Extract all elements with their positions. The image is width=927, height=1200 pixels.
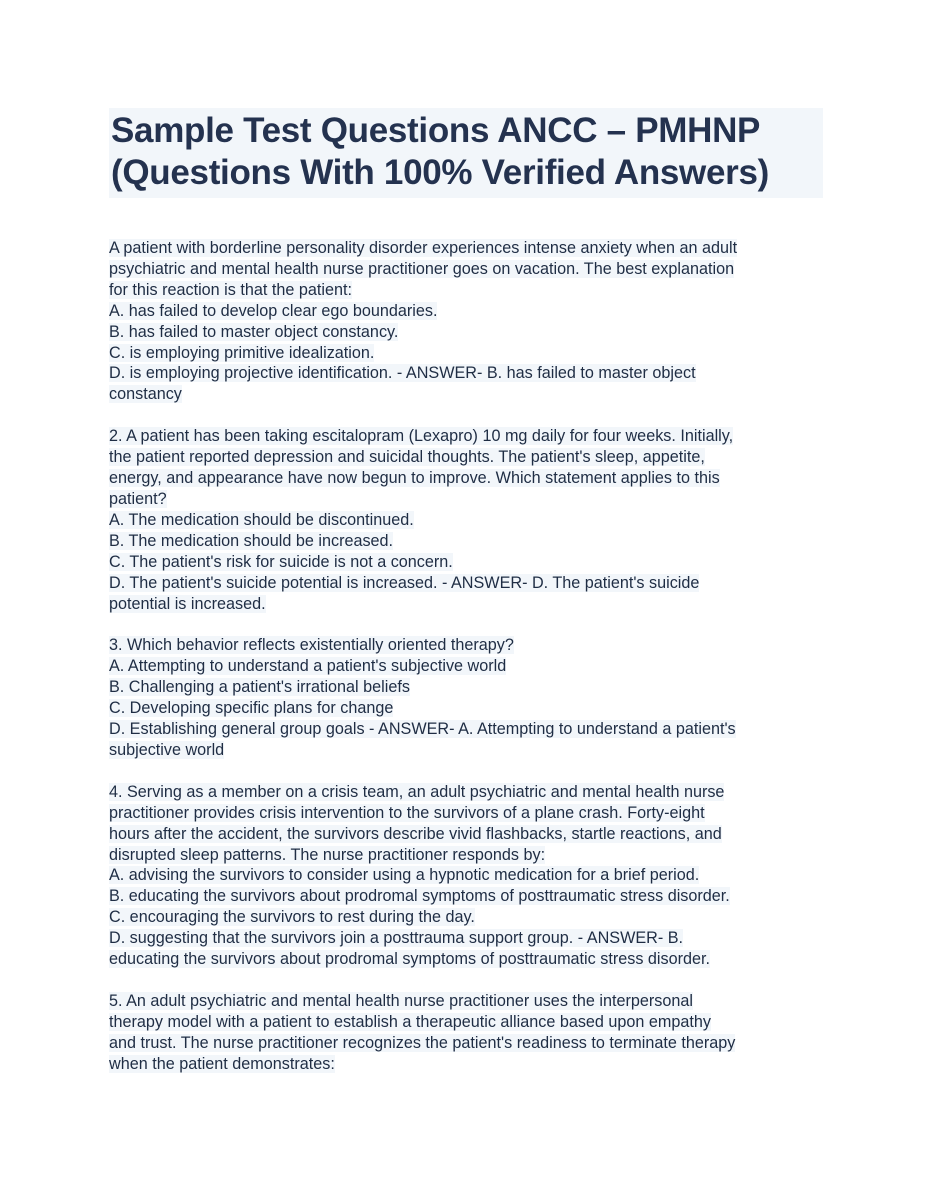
question-text-line	[109, 510, 821, 531]
question-text: and trust. The nurse practitioner recognizes the patient's readiness to terminate therapy	[109, 1033, 736, 1052]
question-text-line	[109, 1033, 821, 1054]
question-block	[109, 991, 821, 1075]
question-text-line	[109, 886, 821, 907]
question-text: educating the survivors about prodromal symptoms of posttraumatic stress disorder.	[109, 950, 710, 969]
question-block	[109, 635, 821, 760]
question-text-line	[109, 322, 821, 343]
question-text: constancy	[109, 385, 182, 404]
question-text-line	[109, 719, 821, 740]
question-text-line	[109, 803, 821, 824]
question-text: C. encouraging the survivors to rest during the day.	[109, 908, 475, 927]
question-block	[109, 238, 821, 405]
question-text: D. is employing projective identification. - ANSWER- B. has failed to master object	[109, 364, 696, 383]
question-text-line	[109, 824, 821, 845]
question-text-line	[109, 907, 821, 928]
question-text: A. advising the survivors to consider using a hypnotic medication for a brief period.	[109, 866, 700, 885]
question-text: B. has failed to master object constancy.	[109, 322, 399, 341]
question-text: practitioner provides crisis intervention to the survivors of a plane crash. Forty-eight	[109, 803, 705, 822]
question-text: psychiatric and mental health nurse practitioner goes on vacation. The best explanation	[109, 259, 735, 278]
question-text: C. Developing specific plans for change	[109, 699, 394, 718]
question-text-line	[109, 594, 821, 615]
question-text: energy, and appearance have now begun to improve. Which statement applies to this	[109, 469, 720, 488]
question-text-line	[109, 1054, 821, 1075]
question-text: B. The medication should be increased.	[109, 531, 394, 550]
question-text-line	[109, 489, 821, 510]
question-text: 2. A patient has been taking escitalopram (Lexapro) 10 mg daily for four weeks. Initially,	[109, 427, 734, 446]
question-text: D. The patient's suicide potential is increased. - ANSWER- D. The patient's suicide	[109, 573, 700, 592]
question-text: A. has failed to develop clear ego boundaries.	[109, 301, 438, 320]
question-text: potential is increased.	[109, 594, 266, 613]
question-text-line	[109, 426, 821, 447]
question-text: 5. An adult psychiatric and mental health nurse practitioner uses the interpersonal	[109, 992, 693, 1010]
question-text: A. Attempting to understand a patient's subjective world	[109, 657, 507, 676]
question-text: D. suggesting that the survivors join a posttrauma support group. - ANSWER- B.	[109, 929, 684, 948]
question-text-line	[109, 1012, 821, 1033]
question-text-line	[109, 280, 821, 301]
question-text-line	[109, 656, 821, 677]
question-text: therapy model with a patient to establish a therapeutic alliance based upon empathy	[109, 1012, 712, 1031]
questions-list	[109, 238, 821, 1075]
question-text-line	[109, 949, 821, 970]
question-text-line	[109, 468, 821, 489]
question-text: hours after the accident, the survivors describe vivid flashbacks, startle reactions, and	[109, 824, 722, 843]
question-text: subjective world	[109, 740, 225, 759]
question-text-line	[109, 384, 821, 405]
question-text: B. Challenging a patient's irrational beliefs	[109, 678, 410, 697]
question-text-line	[109, 259, 821, 280]
title-line-2: (Questions With 100% Verified Answers)	[111, 153, 769, 192]
title-line-1: Sample Test Questions ANCC – PMHNP	[111, 111, 761, 150]
question-text: disrupted sleep patterns. The nurse practitioner responds by:	[109, 845, 546, 864]
question-text-line	[109, 343, 821, 364]
question-text-line	[109, 552, 821, 573]
question-text: 4. Serving as a member on a crisis team, an adult psychiatric and mental health nurse	[109, 782, 725, 801]
question-text-line	[109, 740, 821, 761]
document-title	[109, 108, 823, 198]
question-text-line	[109, 531, 821, 552]
question-text-line	[109, 301, 821, 322]
question-text: patient?	[109, 489, 167, 508]
question-text-line	[109, 363, 821, 384]
question-text-line	[109, 865, 821, 886]
question-text-line	[109, 677, 821, 698]
question-text-line	[109, 447, 821, 468]
question-text: B. educating the survivors about prodromal symptoms of posttraumatic stress disorder.	[109, 887, 730, 906]
question-text-line	[109, 238, 821, 259]
question-text-line	[109, 698, 821, 719]
question-text: D. Establishing general group goals - ANSWER- A. Attempting to understand a patient's	[109, 720, 736, 739]
question-text: when the patient demonstrates:	[109, 1054, 335, 1073]
question-text: for this reaction is that the patient:	[109, 280, 352, 299]
question-text: A. The medication should be discontinued.	[109, 510, 414, 529]
document-page	[109, 108, 821, 1096]
question-text-line	[109, 573, 821, 594]
question-text: A patient with borderline personality disorder experiences intense anxiety when an adult	[109, 239, 738, 257]
question-text: 3. Which behavior reflects existentially oriented therapy?	[109, 636, 514, 655]
question-text: C. is employing primitive idealization.	[109, 343, 375, 362]
question-text-line	[109, 991, 821, 1012]
question-text-line	[109, 928, 821, 949]
question-text: C. The patient's risk for suicide is not a concern.	[109, 552, 453, 571]
question-text: the patient reported depression and suicidal thoughts. The patient's sleep, appetite,	[109, 448, 705, 467]
question-text-line	[109, 845, 821, 866]
question-block	[109, 782, 821, 970]
question-text-line	[109, 782, 821, 803]
question-block	[109, 426, 821, 614]
question-text-line	[109, 635, 821, 656]
